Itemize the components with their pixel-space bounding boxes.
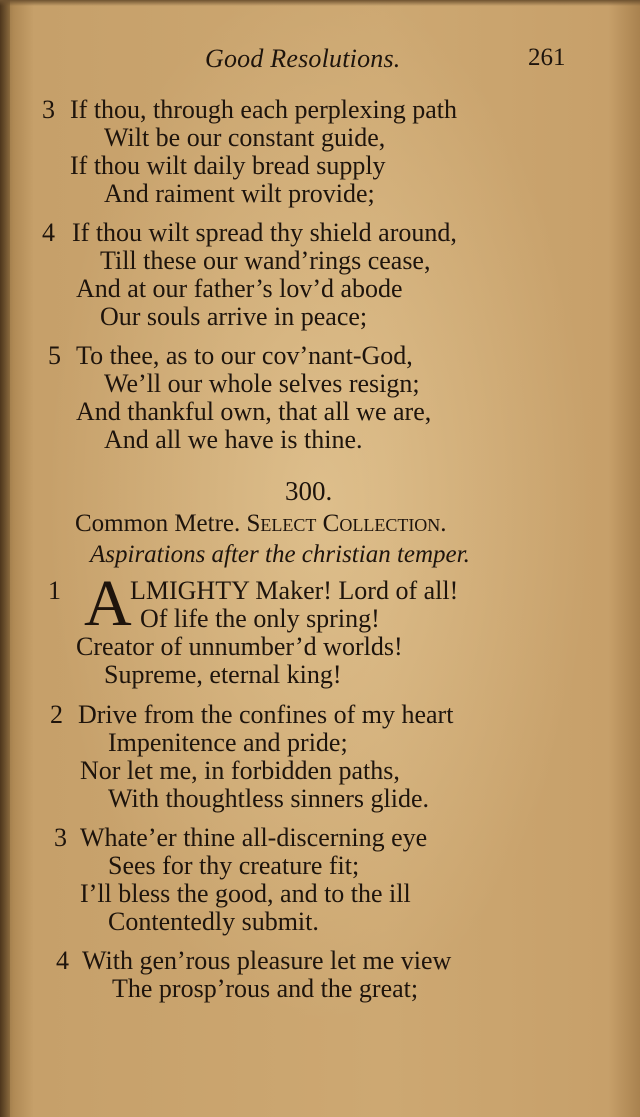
verse-line: Supreme, eternal king! [104,660,342,689]
running-header-title: Good Resolutions. [205,44,401,73]
verse-line: Drive from the confines of my heart [78,700,454,729]
verse-line: Our souls arrive in peace; [100,302,368,331]
stanza-number: 4 [42,218,55,247]
verse-line: The prosp’rous and the great; [112,974,419,1003]
verse-line: LMIGHTY Maker! Lord of all! [130,576,459,605]
verse-line: And at our father’s lov’d abode [76,274,403,303]
verse-line: Nor let me, in forbidden paths, [80,756,400,785]
verse-line: Contentedly submit. [108,907,319,936]
verse-line: And all we have is thine. [104,425,363,454]
stanza-number: 1 [48,576,61,605]
hymn-subtitle: Aspirations after the christian temper. [90,541,470,568]
verse-line: Wilt be our constant guide, [104,123,386,152]
stanza-number: 5 [48,341,61,370]
verse-line: With thoughtless sinners glide. [108,784,430,813]
verse-line: Sees for thy creature fit; [108,851,360,880]
hymn-source: Select Collection. [246,510,447,537]
verse-line: To thee, as to our cov’nant-God, [76,341,413,370]
page-number: 261 [528,44,566,71]
stanza-number: 4 [56,946,69,975]
verse-line: With gen’rous pleasure let me view [82,946,452,975]
verse-line: Impenitence and pride; [108,728,348,757]
hymn-metre: Common Metre. [75,510,241,537]
verse-line: Till these our wand’rings cease, [100,246,431,275]
page-binding-edge [0,0,10,1117]
verse-line: We’ll our whole selves resign; [104,369,420,398]
hymn-number: 300. [285,476,333,506]
stanza-number: 3 [42,95,55,124]
verse-line: I’ll bless the good, and to the ill [80,879,411,908]
verse-line: If thou wilt daily bread supply [70,151,386,180]
verse-line: If thou, through each perplexing path [70,95,457,124]
hymn-metre-line [75,510,447,538]
verse-line: Whate’er thine all-discerning eye [80,823,428,852]
stanza-number: 2 [50,700,63,729]
stanza-number: 3 [54,823,67,852]
verse-line: If thou wilt spread thy shield around, [72,218,457,247]
verse-line: Of life the only spring! [140,604,380,633]
verse-line: And raiment wilt provide; [104,179,375,208]
page-top-edge [0,0,640,6]
drop-cap: A [84,567,132,640]
verse-line: And thankful own, that all we are, [76,397,432,426]
verse-line: Creator of unnumber’d worlds! [76,632,403,661]
